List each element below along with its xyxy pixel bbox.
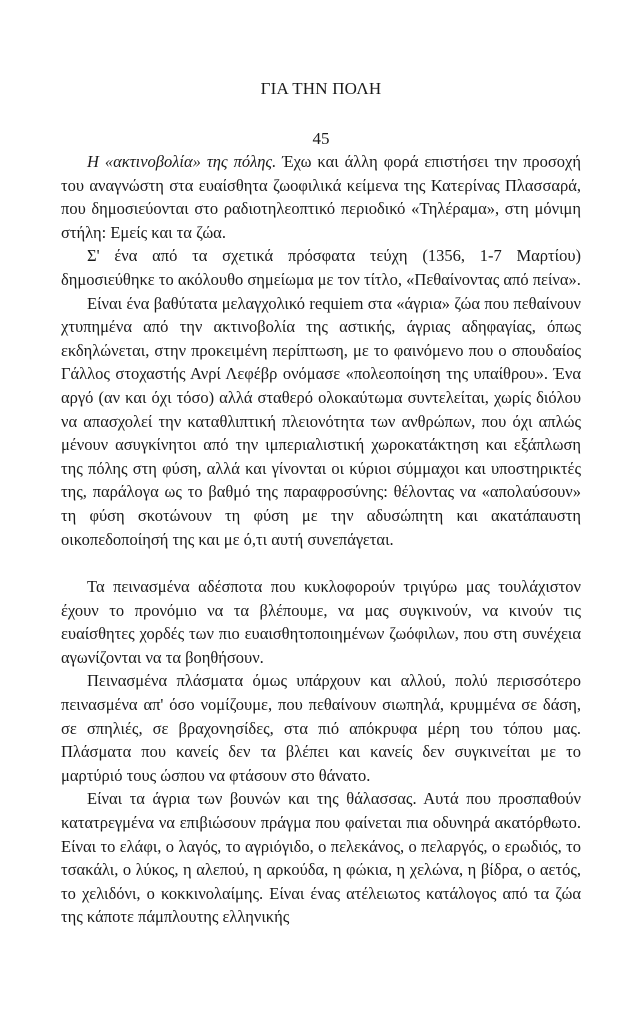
body-text xyxy=(61,150,581,929)
paragraph xyxy=(61,787,581,929)
paragraph-text: Πεινασμένα πλάσματα όμως υπάρχουν και αλλού, πολύ περισσότερο πεινασμένα απ' όσο νομίζουμε, που πεθαίνουν σιωπηλά, κρυμμένα σε δάση, σε σπηλιές, σε βραχονησίδες, στα πιό απόκρυφα μέρη του τόπου μας. Πλάσματα που κανείς δεν τα βλέπει και κανείς δεν συγκινείται με το μαρτύριό τους ώσπου να φτάσουν στο θάνατο. xyxy=(61,671,581,785)
section-number: 45 xyxy=(312,129,330,148)
paragraph xyxy=(61,575,581,669)
running-head: ΓΙΑ ΤΗΝ ΠΟΛΗ xyxy=(260,79,382,98)
paragraph xyxy=(61,244,581,291)
paragraph-text: Σ' ένα από τα σχετικά πρόσφατα τεύχη (1356, 1-7 Μαρτίου) δημοσιεύθηκε το ακόλουθο σημείωμα με τον τίτλο, «Πεθαίνοντας από πείνα». xyxy=(61,246,581,289)
paragraph-text: Είναι τα άγρια των βουνών και της θάλασσας. Αυτά που προσπαθούν κατατρεγμένα να επιβιώσουν πράγμα που φαίνεται πια οδυνηρά ακατόρθωτο. Είναι το ελάφι, ο λαγός, το αγριόγιδο, ο πελεκάνος, ο πελαργός, ο ερωδιός, το τσακάλι, ο λύκος, η αλεπού, η αρκούδα, η φώκια, η χελώνα, η βίδρα, ο αετός, το χελιδόνι, ο κοκκινολαίμης. Είναι ένας ατέλειωτος κατάλογος από τα ζώα της κάποτε πάμπλουτης ελληνικής xyxy=(61,789,581,927)
section-break xyxy=(61,551,581,575)
paragraph xyxy=(61,292,581,552)
paragraph-text: Τα πεινασμένα αδέσποτα που κυκλοφορούν τριγύρω μας τουλάχιστον έχουν το προνόμιο να τα βλέπουμε, να μας συγκινούν, να κινούν τις ευαίσθητες χορδές των πιο ευαισθητοποιημένων ζωόφιλων, που στη συνέχεια αγωνίζονται να τα βοηθήσουν. xyxy=(61,577,581,667)
paragraph-text: Έχω και άλλη φορά επιστήσει την προσοχή του αναγνώστη στα ευαίσθητα ζωοφιλικά κείμενα της Κατερίνας Πλασσαρά, που δημοσιεύονται στο ραδιοτηλεοπτικό περιοδικό «Τηλέραμα», στη μόνιμη στήλη: Εμείς και τα ζώα. xyxy=(61,152,581,242)
paragraph xyxy=(61,669,581,787)
paragraph-lead-italic: Η «ακτινοβολία» της πόλης. xyxy=(87,152,277,171)
paragraph xyxy=(61,150,581,244)
paragraph-text: Είναι ένα βαθύτατα μελαγχολικό requiem στα «άγρια» ζώα που πεθαίνουν χτυπημένα από την ακτινοβολία της αστικής, άγριας αδηφαγίας, όπως εκδηλώνεται, στην προκειμένη περίπτωση, με το φαινόμενο που ο σπουδαίος Γάλλος στοχαστής Ανρί Λεφέβρ ονόμασε «πολεοποίηση της υπαίθρου». Ένα αργό (αν και όχι τόσο) αλλά σταθερό ολοκαύτωμα συντελείται, χωρίς διόλου να απασχολεί την καταθλιπτική πλειονότητα των ανθρώπων, που όχι απλώς μένουν ασυγκίνητοι από την ιμπεριαλιστική χωροκατάκτηση και εξάπλωση της πόλης στη φύση, αλλά και γίνονται οι κύριοι σύμμαχοι και υποστηρικτές της, παράλογα ως το βαθμό της παραφροσύνης: θέλοντας να «απολαύσουν» τη φύση σκοτώνουν τη φύση με την αδυσώπητη και ακατάπαυστη οικοπεδοποίησή της και με ό,τι αυτή συνεπάγεται. xyxy=(61,293,581,549)
